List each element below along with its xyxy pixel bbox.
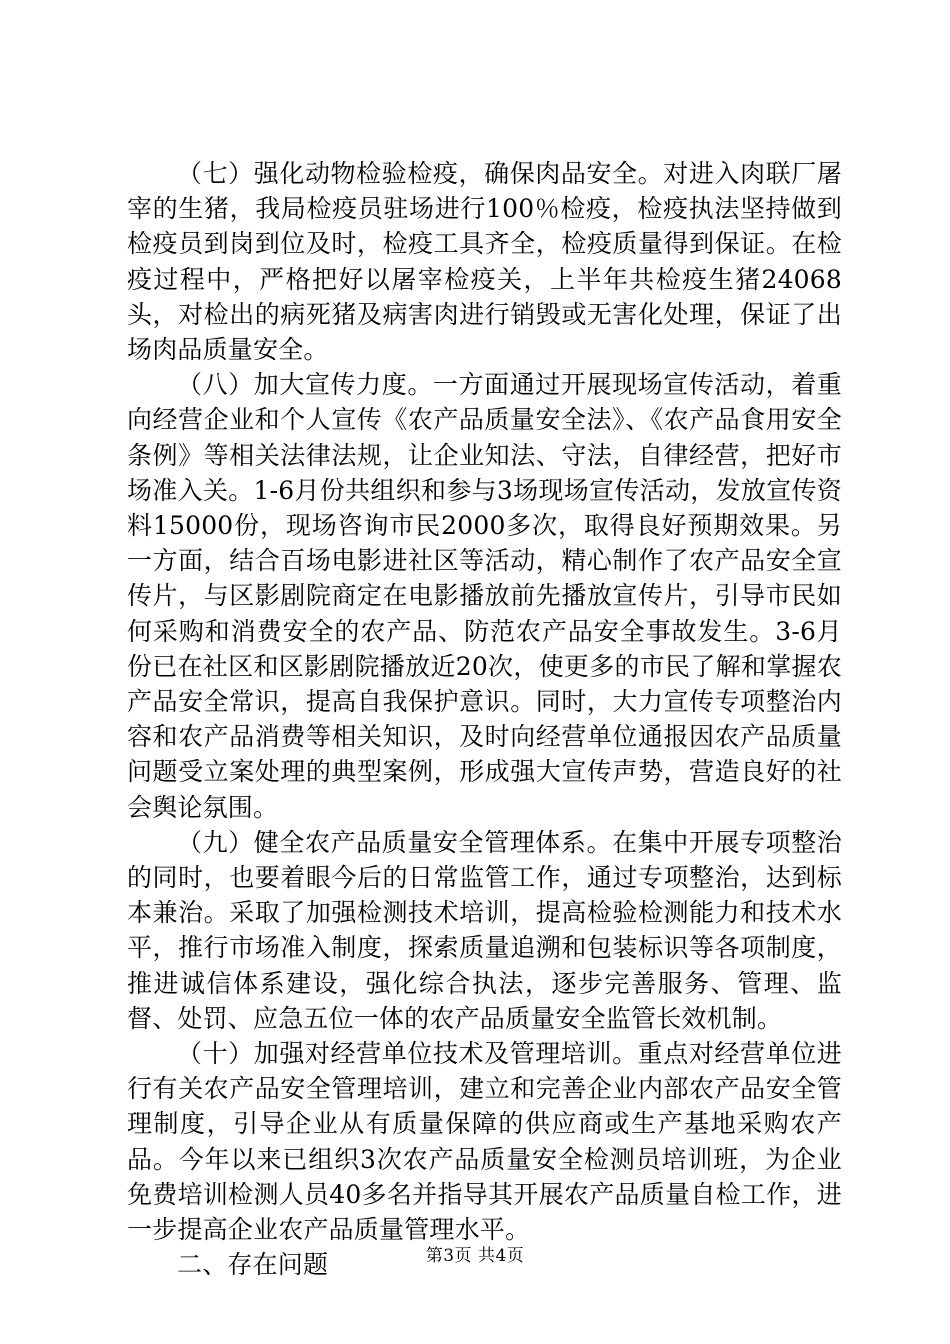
page-footer: 第3页 共4页 [425, 1246, 525, 1266]
section-heading-problems: 二、存在问题 [177, 1250, 329, 1280]
paragraph-training: （十）加强对经营单位技术及管理培训。重点对经营单位进行有关农产品安全管理培训，建立和完善企业内部农产品安全管理制度，引导企业从有质量保障的供应商或生产基地采购农产品。今年以来已组织3次农产品质量安全检测员培训班，为企业免费培训检测人员40多名并指导其开展农产品质量自检工作，进一步提高企业农产品质量管理水平。 [127, 1039, 842, 1245]
paragraph-management-system: （九）健全农产品质量安全管理体系。在集中开展专项整治的同时，也要着眼今后的日常监管工作，通过专项整治，达到标本兼治。采取了加强检测技术培训，提高检验检测能力和技术水平，推行市场准入制度，探索质量追溯和包装标识等各项制度，推进诚信体系建设，强化综合执法，逐步完善服务、管理、监督、处罚、应急五位一体的农产品质量安全监管长效机制。 [127, 827, 842, 1033]
paragraph-publicity: （八）加大宣传力度。一方面通过开展现场宣传活动，着重向经营企业和个人宣传《农产品质量安全法》、《农产品食用安全条例》等相关法律法规，让企业知法、守法，自律经营，把好市场准入关。1-6月份共组织和参与3场现场宣传活动，发放宣传资料15000份，现场咨询市民2000多次，取得良好预期效果。另一方面，结合百场电影进社区等活动，精心制作了农产品安全宣传片，与区影剧院商定在电影播放前先播放宣传片，引导市民如何采购和消费安全的农产品、防范农产品安全事故发生。3-6月份已在社区和区影剧院播放近20次，使更多的市民了解和掌握农产品安全常识，提高自我保护意识。同时，大力宣传专项整治内容和农产品消费等相关知识，及时向经营单位通报因农产品质量问题受立案处理的典型案例，形成强大宣传声势，营造良好的社会舆论氛围。 [127, 370, 842, 822]
paragraph-inspection: （七）强化动物检验检疫，确保肉品安全。对进入肉联厂屠宰的生猪，我局检疫员驻场进行100％检疫，检疫执法坚持做到检疫员到岗到位及时，检疫工具齐全，检疫质量得到保证。在检疫过程中，严格把好以屠宰检疫关，上半年共检疫生猪24068头，对检出的病死猪及病害肉进行销毁或无害化处理，保证了出场肉品质量安全。 [127, 159, 842, 365]
document-body [127, 156, 842, 1283]
